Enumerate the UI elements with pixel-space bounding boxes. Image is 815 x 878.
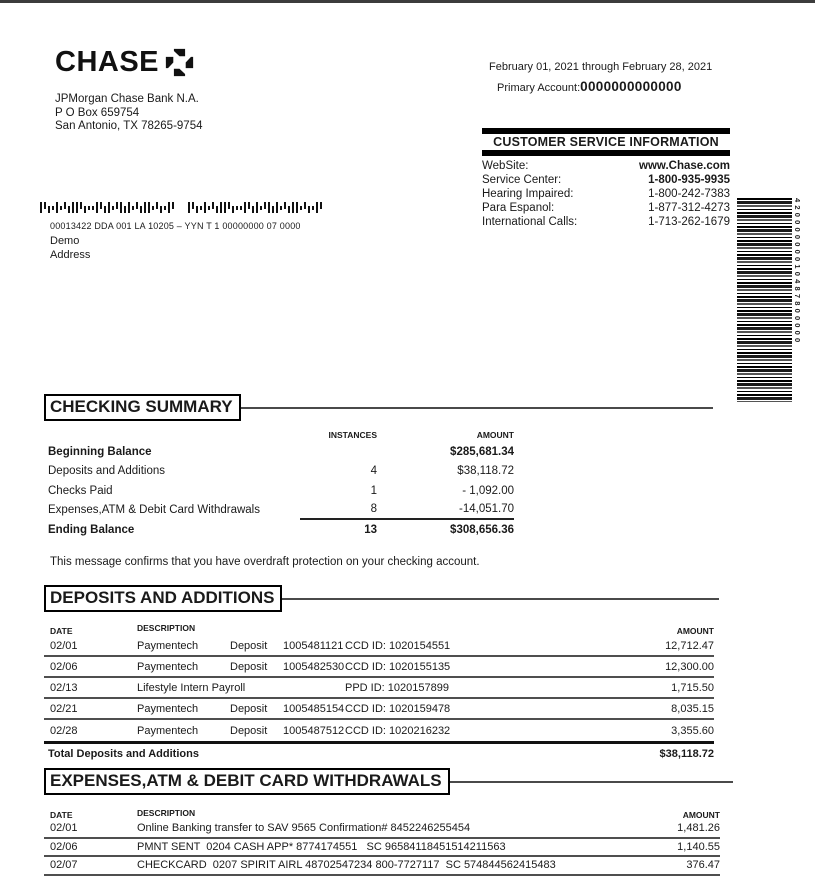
- bank-address-line1: P O Box 659754: [55, 106, 140, 119]
- deposits-total-row: [44, 741, 714, 764]
- withdrawals-col-date: DATE: [50, 810, 73, 820]
- cs-label: International Calls:: [482, 216, 578, 228]
- deposits-rule: [282, 598, 719, 600]
- deposits-table: [44, 620, 714, 764]
- cs-value: 1-877-312-4273: [648, 202, 730, 214]
- deposits-col-description: DESCRIPTION: [137, 623, 196, 633]
- mail-routing-code: 00013422 DDA 001 LA 10205 – YYN T 1 00000000 07 0000: [50, 221, 301, 231]
- cs-row-service-center: [482, 173, 730, 187]
- withdrawals-col-amount: AMOUNT: [682, 810, 720, 820]
- overdraft-note: This message confirms that you have overdraft protection on your checking account.: [50, 556, 480, 568]
- statement-period: February 01, 2021 through February 28, 2021: [489, 61, 713, 73]
- deposit-row: 02/28 Paymentech Deposit 1005487512 CCD ID: 1020216232 3,355.60: [50, 724, 714, 737]
- cs-row-website: [482, 159, 730, 173]
- cs-title: CUSTOMER SERVICE INFORMATION: [493, 135, 719, 149]
- withdrawals-table: [44, 806, 720, 876]
- withdrawals-col-description: DESCRIPTION: [137, 808, 196, 818]
- primary-account-label: Primary Account:: [497, 82, 581, 94]
- recipient-name: Demo: [50, 235, 80, 247]
- summary-row-ending-balance: Ending Balance 13 $308,656.36: [48, 523, 514, 536]
- deposits-total-amount: $38,118.72: [659, 748, 714, 760]
- mailing-barcode: [40, 202, 324, 213]
- deposits-header-row: [44, 620, 714, 636]
- deposit-row: 02/06 Paymentech Deposit 1005482530 CCD ID: 1020155135 12,300.00: [44, 657, 714, 678]
- withdrawal-row: 02/06 PMNT SENT 0204 CASH APP* 8774174551 SC 96584118451514211563 1,140.55: [44, 839, 720, 858]
- withdrawals-header: [44, 768, 733, 795]
- recipient-address: Address: [50, 249, 91, 261]
- cs-row-para-espanol: [482, 201, 730, 215]
- primary-account: [497, 79, 682, 94]
- cs-value: www.Chase.com: [639, 160, 730, 172]
- deposits-col-date: DATE: [50, 626, 73, 636]
- checking-summary-header: [44, 394, 713, 421]
- cs-value: 1-800-242-7383: [648, 188, 730, 200]
- summary-row-withdrawals: Expenses,ATM & Debit Card Withdrawals 8 -14,051.70: [44, 501, 514, 521]
- withdrawals-header-row: [44, 806, 720, 820]
- deposits-header: [44, 585, 719, 612]
- page-control-barcode-digits: 42000000010487800000: [793, 198, 802, 346]
- bank-name: JPMorgan Chase Bank N.A.: [55, 93, 199, 105]
- summary-row-beginning-balance: Beginning Balance $285,681.34: [48, 445, 514, 458]
- summary-col-instances: INSTANCES: [328, 430, 377, 440]
- withdrawal-row: 02/07 CHECKCARD 0207 SPIRIT AIRL 48702547234 800-7727117 SC 574844562415483 376.47: [44, 857, 720, 876]
- chase-wordmark: CHASE: [55, 46, 160, 78]
- mailing-barcode-segment-1: [40, 202, 176, 213]
- summary-row-deposits: Deposits and Additions 4 $38,118.72: [48, 465, 514, 478]
- withdrawal-row: 02/01 Online Banking transfer to SAV 9565 Confirmation# 8452246255454 1,481.26: [44, 820, 720, 839]
- deposits-total-label: Total Deposits and Additions: [48, 748, 199, 760]
- summary-header-row: [44, 428, 514, 442]
- summary-col-amount: AMOUNT: [476, 430, 514, 440]
- checking-summary-title: CHECKING SUMMARY: [44, 394, 241, 421]
- deposit-row: 02/21 Paymentech Deposit 1005485154 CCD ID: 1020159478 8,035.15: [44, 699, 714, 720]
- summary-row-checks-paid: Checks Paid 1 - 1,092.00: [48, 484, 514, 497]
- cs-rows: [482, 156, 730, 229]
- checking-summary-table: [44, 428, 514, 540]
- mailing-barcode-segment-2: [188, 202, 324, 213]
- chase-octagon-icon: [164, 47, 195, 78]
- chase-logo: [55, 46, 195, 79]
- deposits-title: DEPOSITS AND ADDITIONS: [44, 585, 282, 612]
- deposits-col-amount: AMOUNT: [676, 626, 714, 636]
- page-control-barcode: [737, 198, 792, 402]
- withdrawals-rule: [450, 781, 733, 783]
- cs-label: Para Espanol:: [482, 202, 555, 214]
- withdrawals-title: EXPENSES,ATM & DEBIT CARD WITHDRAWALS: [44, 768, 450, 795]
- bank-address-line2: San Antonio, TX 78265-9754: [55, 120, 203, 132]
- cs-row-hearing-impaired: [482, 187, 730, 201]
- primary-account-number: 0000000000000: [580, 79, 682, 94]
- customer-service-box: [482, 128, 730, 229]
- checking-summary-rule: [241, 407, 713, 409]
- deposit-row: 02/13 Lifestyle Intern Payroll PPD ID: 1020157899 1,715.50: [44, 678, 714, 699]
- cs-label: Hearing Impaired:: [482, 188, 574, 200]
- recipient-address-block: [50, 234, 90, 262]
- cs-value: 1-713-262-1679: [648, 216, 730, 228]
- page-top-edge: [0, 0, 815, 3]
- cs-label: Service Center:: [482, 174, 562, 186]
- bank-address: [55, 93, 203, 134]
- cs-row-international: [482, 215, 730, 229]
- cs-value: 1-800-935-9935: [648, 174, 730, 186]
- deposit-row: 02/01 Paymentech Deposit 1005481121 CCD ID: 1020154551 12,712.47: [44, 636, 714, 657]
- cs-label: WebSite:: [482, 160, 529, 172]
